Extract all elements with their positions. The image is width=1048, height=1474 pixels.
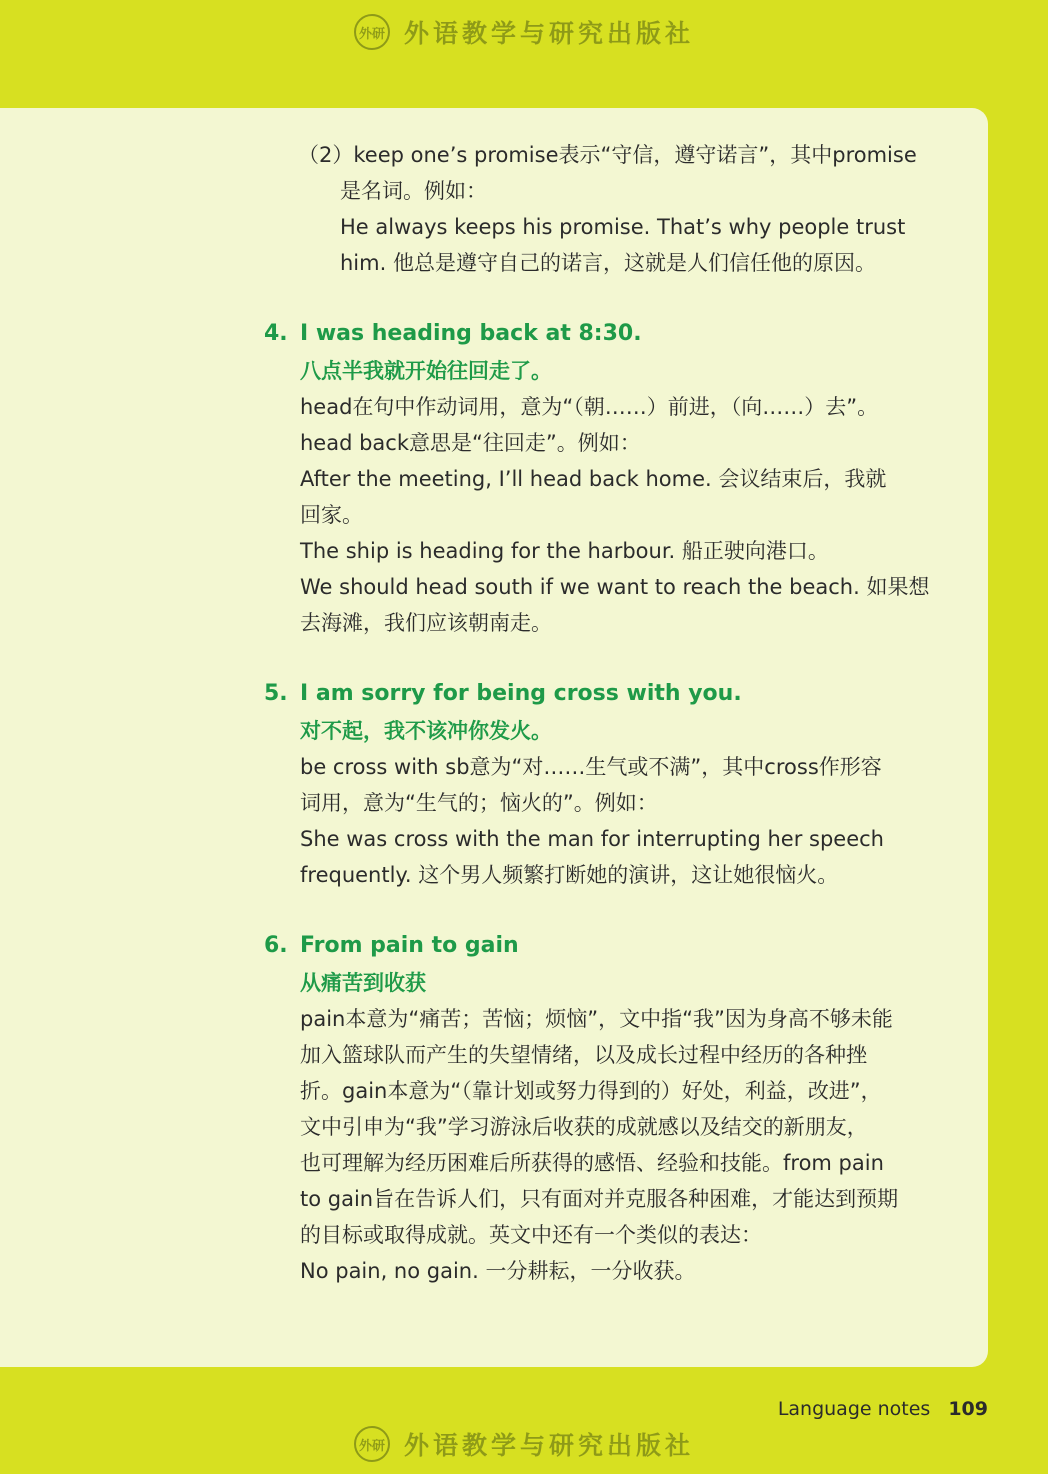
publisher-logo-icon	[354, 14, 390, 50]
note5-number: 5.	[264, 681, 288, 706]
note6-line-2: 加入篮球队而产生的失望情绪，以及成长过程中经历的各种挫	[300, 1043, 867, 1067]
note4-line-3: After the meeting, I’ll head back home. 会议结束后，我就	[300, 467, 887, 491]
note6-line-7: 的目标或取得成就。英文中还有一个类似的表达：	[300, 1223, 762, 1247]
note5-line-2: 词用，意为“生气的；恼火的”。例如：	[300, 791, 658, 815]
note5-title: I am sorry for being cross with you.	[300, 681, 742, 706]
note6-title: From pain to gain	[300, 933, 519, 958]
publisher-footer	[0, 1414, 1048, 1474]
note5-line-3: She was cross with the man for interrupting her speech	[300, 827, 884, 851]
note6-translation: 从痛苦到收获	[300, 971, 426, 995]
note5-line-4: frequently. 这个男人频繁打断她的演讲，这让她很恼火。	[300, 863, 839, 887]
publisher-logo-text: 外研	[358, 26, 385, 42]
publisher-name: 外语教学与研究出版社	[403, 19, 694, 48]
item2-line-2: 是名词。例如：	[340, 179, 487, 203]
publisher-logo-text: 外研	[358, 1438, 385, 1454]
note4-line-4: 回家。	[300, 503, 363, 527]
publisher-logo-icon	[354, 1426, 390, 1462]
publisher-name: 外语教学与研究出版社	[403, 1431, 694, 1460]
note4-title: I was heading back at 8:30.	[300, 321, 642, 346]
footer-section-label: Language notes	[777, 1398, 931, 1420]
note5-heading	[264, 676, 742, 712]
note6-number: 6.	[264, 933, 288, 958]
note4-line-6: We should head south if we want to reach the beach. 如果想	[300, 575, 930, 599]
note6-line-3: 折。gain本意为“（靠计划或努力得到的）好处，利益，改进”，	[300, 1079, 882, 1103]
note4-line-2: head back意思是“往回走”。例如：	[300, 431, 641, 455]
note6-line-1: pain本意为“痛苦；苦恼；烦恼”，文中指“我”因为身高不够未能	[300, 1007, 893, 1031]
note4-translation: 八点半我就开始往回走了。	[300, 359, 552, 383]
note4-heading	[264, 316, 642, 352]
item2-line-1: （2）keep one’s promise表示“守信，遵守诺言”，其中promise	[298, 143, 917, 167]
note6-line-5: 也可理解为经历困难后所获得的感悟、经验和技能。from pain	[300, 1151, 884, 1175]
note6-line-4: 文中引申为“我”学习游泳后收获的成就感以及结交的新朋友，	[300, 1115, 868, 1139]
note4-line-5: The ship is heading for the harbour. 船正驶向港口。	[300, 539, 829, 563]
note4-line-7: 去海滩，我们应该朝南走。	[300, 611, 552, 635]
publisher-header	[0, 2, 1048, 62]
note4-line-1: head在句中作动词用，意为“（朝……）前进，（向……）去”。	[300, 395, 879, 419]
item2-line-3: He always keeps his promise. That’s why people trust	[340, 215, 906, 239]
note6-heading	[264, 928, 519, 964]
note5-line-1: be cross with sb意为“对……生气或不满”，其中cross作形容	[300, 755, 882, 779]
note6-line-8: No pain, no gain. 一分耕耘，一分收获。	[300, 1259, 696, 1283]
note5-translation: 对不起，我不该冲你发火。	[300, 719, 552, 743]
note4-number: 4.	[264, 321, 288, 346]
note6-line-6: to gain旨在告诉人们，只有面对并克服各种困难，才能达到预期	[300, 1187, 899, 1211]
page-number: 109	[948, 1398, 988, 1420]
item2-line-4: him. 他总是遵守自己的诺言，这就是人们信任他的原因。	[340, 251, 876, 275]
